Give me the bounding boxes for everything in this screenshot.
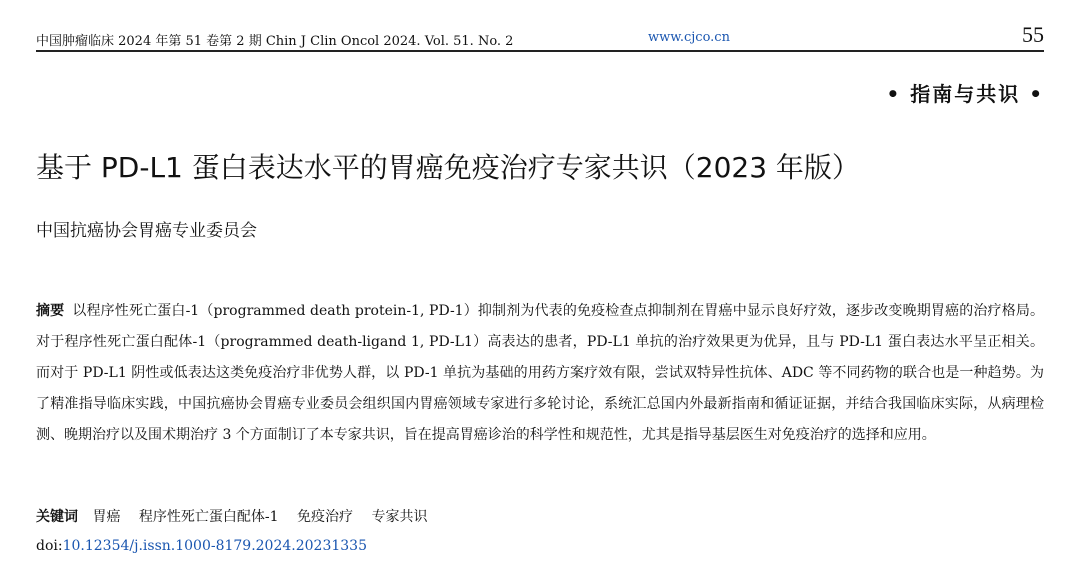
doi-line bbox=[36, 538, 367, 554]
abstract-text: 以程序性死亡蛋白-1（programmed death protein-1, PD-1）抑制剂为代表的免疫检查点抑制剂在胃癌中显示良好疗效，逐步改变晚期胃癌的治疗格局。对于程序性死亡蛋白配体-1（programmed death-ligand 1, PD-L1）高表达的患者，PD-L1 单抗的治疗效果更为优异，且与 PD-L1 蛋白表达水平呈正相关。而对于 PD-L1 阴性或低表达这类免疫治疗非优势人群，以 PD-1 单抗为基础的用药方案疗效有限，尝试双特异性抗体、ADC 等不同药物的联合也是一种趋势。为了精准指导临床实践，中国抗癌协会胃癌专业委员会组织国内胃癌领域专家进行多轮讨论，系统汇总国内外最新指南和循证证据，并结合我国临床实际，从病理检测、晚期治疗以及围术期治疗 3 个方面制订了本专家共识，旨在提高胃癌诊治的科学性和规范性，尤其是指导基层医生对免疫治疗的选择和应用。 bbox=[36, 303, 1045, 443]
journal-url-link[interactable]: www.cjco.cn bbox=[648, 30, 730, 45]
section-label: • 指南与共识 • bbox=[886, 82, 1044, 106]
keyword-item: 胃癌 bbox=[92, 509, 121, 525]
running-header bbox=[36, 22, 1044, 52]
journal-citation: 中国肿瘤临床 2024 年第 51 卷第 2 期 Chin J Clin Oncol 2024. Vol. 51. No. 2 bbox=[36, 34, 514, 49]
keyword-item: 程序性死亡蛋白配体-1 bbox=[138, 509, 279, 525]
keyword-item: 专家共识 bbox=[371, 509, 428, 525]
doi-link[interactable]: 10.12354/j.issn.1000-8179.2024.20231335 bbox=[62, 538, 367, 554]
abstract-label: 摘要 bbox=[36, 303, 65, 319]
article-title: 基于 PD-L1 蛋白表达水平的胃癌免疫治疗专家共识（2023 年版） bbox=[36, 151, 860, 184]
doi-label: doi: bbox=[36, 538, 63, 554]
author-group: 中国抗癌协会胃癌专业委员会 bbox=[36, 221, 257, 241]
abstract bbox=[36, 296, 1044, 451]
keyword-item: 免疫治疗 bbox=[297, 509, 353, 525]
keywords bbox=[36, 506, 441, 526]
keywords-label: 关键词 bbox=[36, 509, 78, 525]
page-number: 55 bbox=[1022, 22, 1044, 47]
